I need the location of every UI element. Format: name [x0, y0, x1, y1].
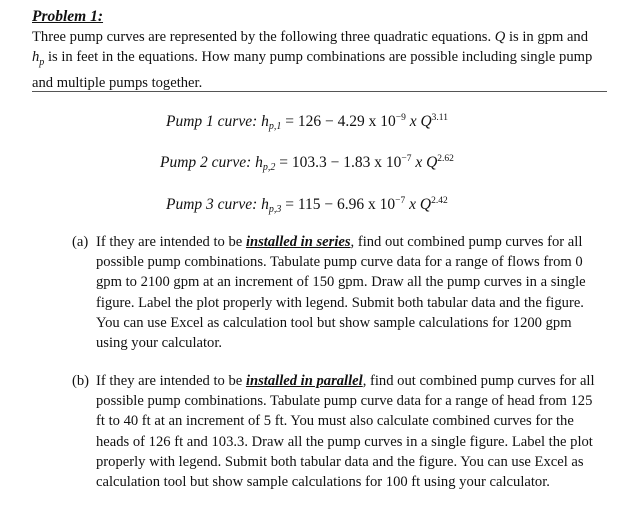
- equation-exponent: −9: [395, 113, 406, 123]
- part-text: If they are intended to be: [96, 234, 246, 250]
- equation-q-term: x Q: [411, 154, 438, 171]
- problem-heading: Problem 1:: [32, 8, 104, 25]
- part-text: If they are intended to be: [96, 373, 246, 389]
- part-b-parallel: [72, 371, 612, 492]
- divider: [32, 91, 607, 92]
- intro-text: is in gpm and: [505, 29, 589, 45]
- equation-subscript: p,3: [268, 204, 282, 215]
- equation-q-exponent: 3.11: [431, 113, 448, 123]
- emphasis-series: installed in series: [245, 234, 351, 250]
- equation-subscript: p,2: [262, 162, 276, 173]
- part-b-line: properly with legend. Submit both tabular data and the figure. You can use Excel as: [96, 453, 584, 470]
- equation-label: Pump 2 curve: h: [160, 154, 263, 171]
- variable-h: h: [32, 49, 40, 65]
- part-b-line: calculation tool but show sample calculations for 100 ft using your calculator.: [96, 474, 550, 491]
- intro-line-3: and multiple pumps together.: [32, 74, 203, 91]
- intro-line-2: [32, 47, 617, 73]
- part-a-line: gpm to 2100 gpm at an increment of 150 gpm. Draw all the pump curves in a single: [96, 274, 586, 291]
- part-label: (a): [72, 234, 89, 250]
- part-a-line: using your calculator.: [96, 335, 223, 352]
- part-a-line: possible pump combinations. Tabulate pump curve data for a range of flows from 0: [96, 254, 583, 271]
- equation-rhs: = 115 − 6.96 x 10: [281, 196, 396, 213]
- equation-q-exponent: 2.62: [437, 154, 454, 164]
- emphasis-parallel: installed in parallel: [245, 373, 363, 389]
- intro-line-1: [32, 27, 617, 47]
- equation-exponent: −7: [401, 154, 412, 164]
- pump-2-equation: [160, 149, 454, 178]
- intro-text: Three pump curves are represented by the following three quadratic equations.: [32, 29, 495, 45]
- part-a-series: [72, 232, 612, 353]
- part-text: , find out combined pump curves for all: [362, 373, 595, 389]
- variable-q: Q: [494, 29, 506, 45]
- equation-rhs: = 126 − 4.29 x 10: [281, 113, 396, 130]
- pump-3-equation: [166, 191, 448, 220]
- intro-paragraph: [32, 27, 617, 93]
- part-b-line: ft to 40 ft at an increment of 5 ft. You must also calculate combined curves for the: [96, 413, 574, 430]
- equation-label: Pump 3 curve: h: [166, 196, 269, 213]
- part-label: (b): [72, 373, 90, 389]
- part-b-line-1: [72, 371, 612, 391]
- equation-exponent: −7: [395, 196, 406, 206]
- equation-q-term: x Q: [405, 196, 432, 213]
- part-a-line-1: [72, 232, 612, 252]
- intro-text: is in feet in the equations. How many pump combinations are possible including single pump: [44, 49, 593, 65]
- variable-h-subscript: p: [39, 56, 45, 68]
- part-b-line: heads of 126 ft and 103.3. Draw all the pump curves in a single figure. Label the plot: [96, 433, 593, 450]
- pump-1-equation: [166, 108, 448, 137]
- equation-q-term: x Q: [405, 113, 432, 130]
- part-a-line: figure. Label the plot properly with legend. Submit both tabular data and the figure.: [96, 294, 584, 311]
- part-b-line: possible pump combinations. Tabulate pump curve data for a range of head from 125: [96, 393, 593, 410]
- equation-q-exponent: 2.42: [431, 196, 448, 206]
- equation-label: Pump 1 curve: h: [166, 113, 269, 130]
- part-a-line: You can use Excel as calculation tool but show sample calculations for 1200 gpm: [96, 314, 572, 331]
- equation-subscript: p,1: [268, 121, 282, 132]
- equation-rhs: = 103.3 − 1.83 x 10: [275, 154, 402, 171]
- part-text: , find out combined pump curves for all: [350, 234, 583, 250]
